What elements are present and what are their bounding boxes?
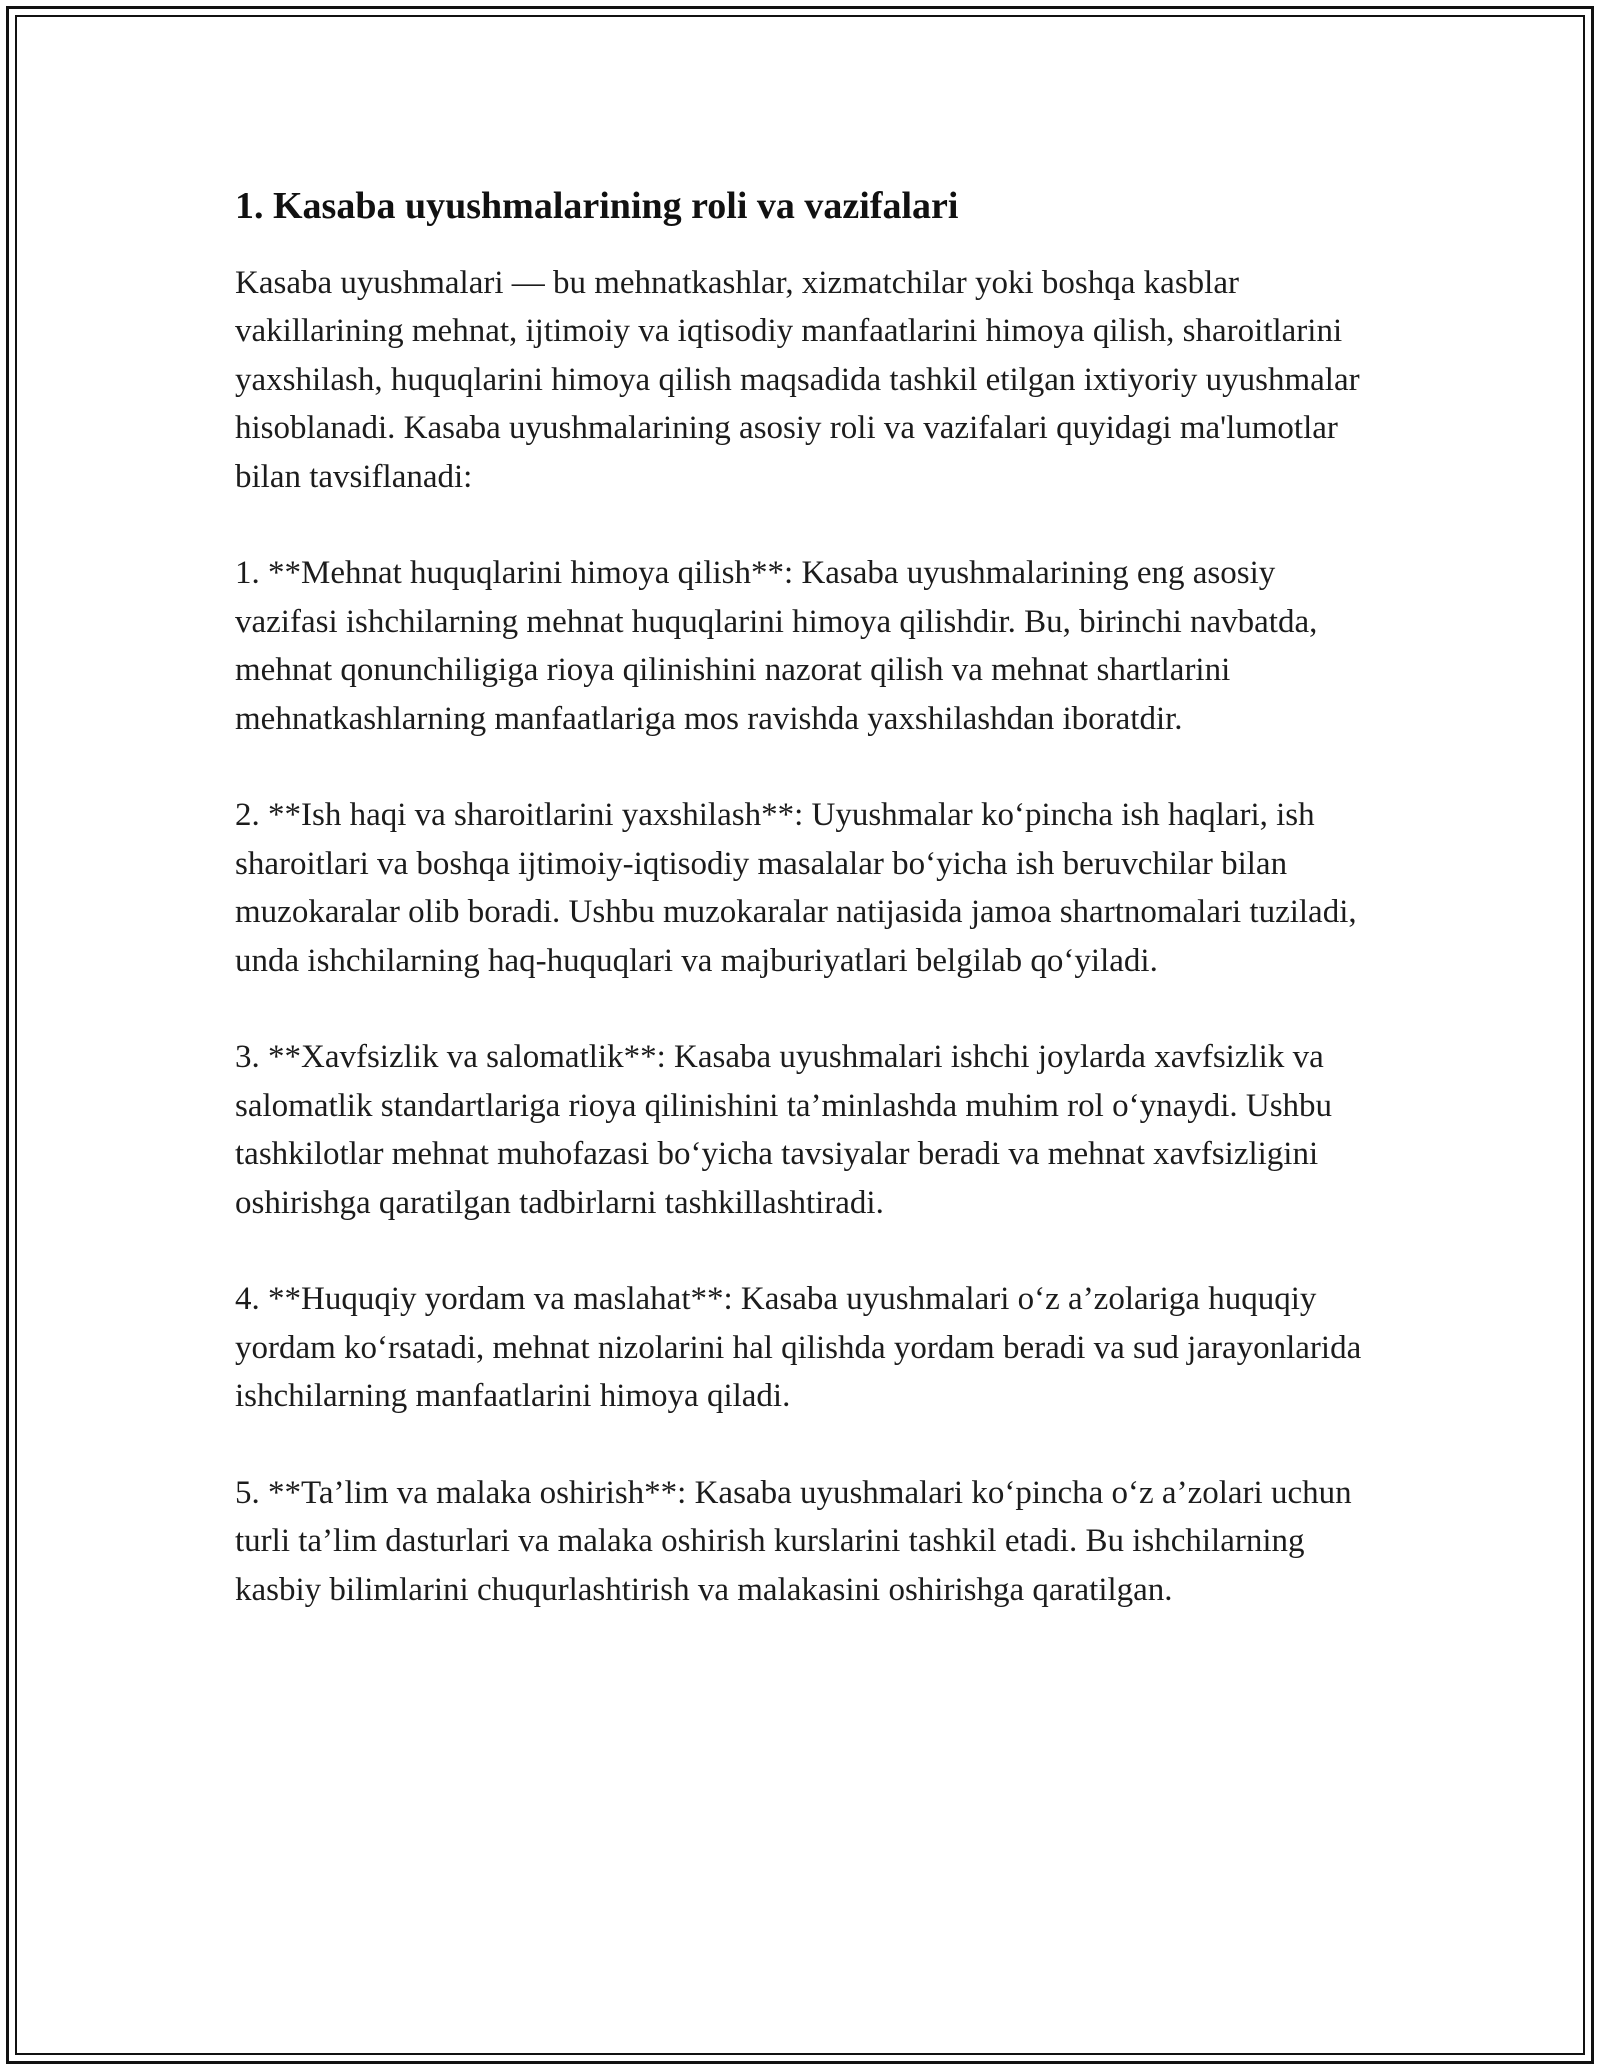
list-item-wages-conditions: 2. **Ish haqi va sharoitlarini yaxshilash**: Uyushmalar koʻpincha ish haqlari, ish sharoitlari va boshqa ijtimoiy-iqtisodiy masalalar boʻyicha ish beruvchilar bilan muzokaralar olib boradi. Ushbu muzokaralar natijasida jamoa shartnomalari tuziladi, unda ishchilarning haq-huquqlari va majburiyatlari belgilab qoʻyiladi. — [235, 797, 1357, 979]
list-item-labor-rights: 1. **Mehnat huquqlarini himoya qilish**: Kasaba uyushmalarining eng asosiy vazifasi ishchilarning mehnat huquqlarini himoya qilishdir. Bu, birinchi navbatda, mehnat qonunchiligiga rioya qilinishini nazorat qilish va mehnat shartlarini mehnatkashlarning manfaatlariga mos ravishda yaxshilashdan iboratdir. — [235, 555, 1318, 737]
intro-paragraph: Kasaba uyushmalari — bu mehnatkashlar, xizmatchilar yoki boshqa kasblar vakillarining mehnat, ijtimoiy va iqtisodiy manfaatlarini himoya qilish, sharoitlarini yaxshilash, huquqlarini himoya qilish maqsadida tashkil etilgan ixtiyoriy uyushmalar hisoblanadi. Kasaba uyushmalarining asosiy roli va vazifalari quyidagi ma'lumotlar bilan tavsiflanadi: — [235, 264, 1360, 495]
list-item-legal-help: 4. **Huquqiy yordam va maslahat**: Kasaba uyushmalari oʻz a’zolariga huquqiy yordam koʻrsatadi, mehnat nizolarini hal qilishda yordam beradi va sud jarayonlarida ishchilarning manfaatlarini himoya qiladi. — [235, 1281, 1362, 1414]
document-title: 1. Kasaba uyushmalarining roli va vazifalari — [235, 185, 959, 227]
list-item-safety-health: 3. **Xavfsizlik va salomatlik**: Kasaba uyushmalari ishchi joylarda xavfsizlik va salomatlik standartlariga rioya qilinishini ta’minlashda muhim rol oʻynaydi. Ushbu tashkilotlar mehnat muhofazasi boʻyicha tavsiyalar beradi va mehnat xavfsizligini oshirishga qaratilgan tadbirlarni tashkillashtiradi. — [235, 1039, 1333, 1221]
list-item-education: 5. **Ta’lim va malaka oshirish**: Kasaba uyushmalari koʻpincha oʻz a’zolari uchun turli ta’lim dasturlari va malaka oshirish kurslarini tashkil etadi. Bu ishchilarning kasbiy bilimlarini chuqurlashtirish va malakasini oshirishga qaratilgan. — [235, 1474, 1352, 1608]
document-body — [235, 183, 1375, 1662]
